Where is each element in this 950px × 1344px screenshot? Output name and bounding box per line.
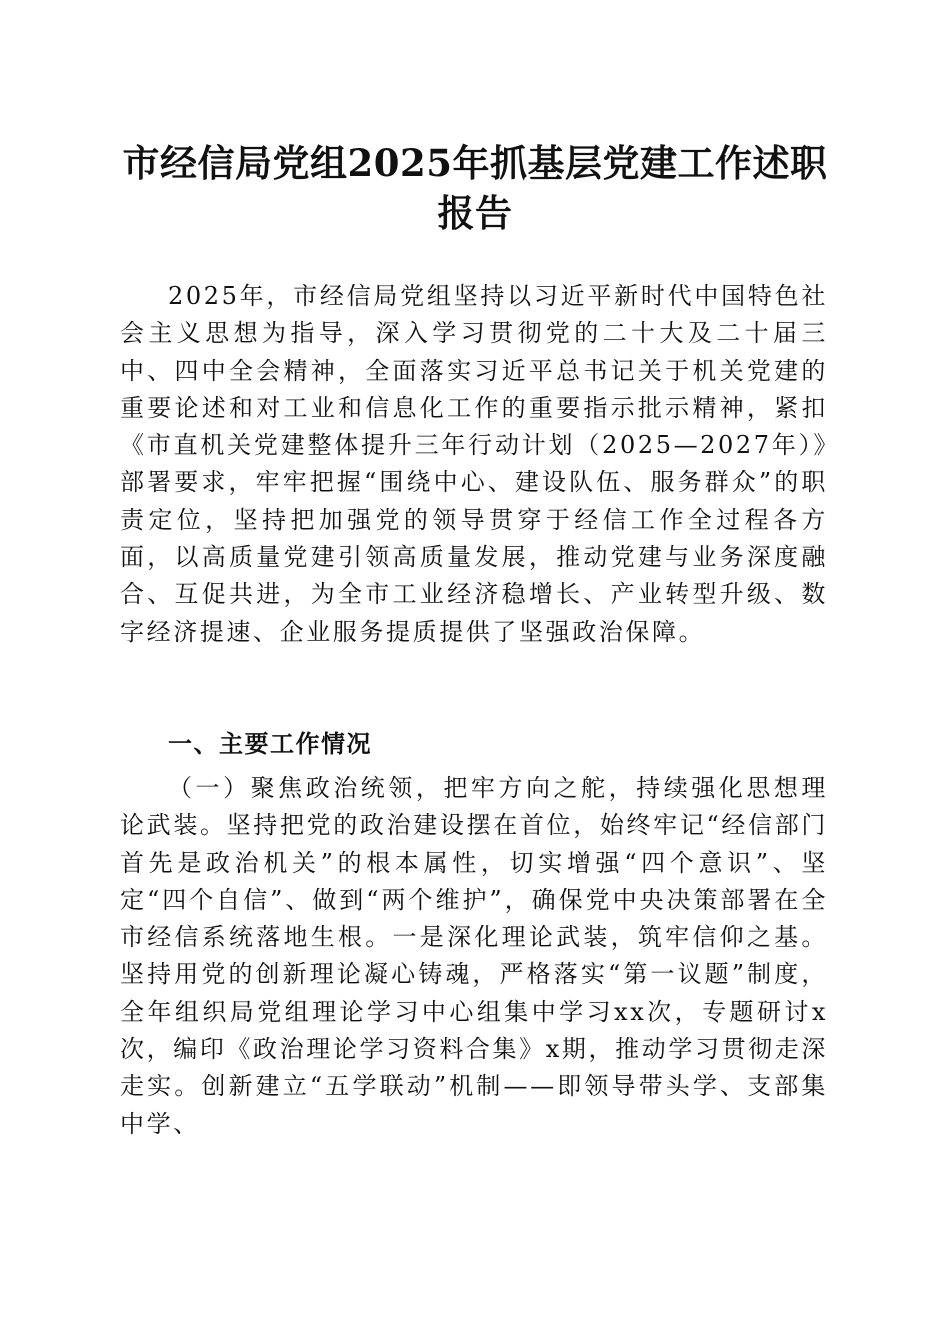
- section-heading-main-work: 一、主要工作情况: [168, 730, 372, 758]
- subsection-body-text: 坚持把党的政治建设摆在首位，始终牢记“经信部门首先是政治机关”的根本属性，切实增强“四个意识”、坚定“四个自信”、做到“两个维护”，确保党中央决策部署在全市经信系统落地生根。一是深化理论武装，筑牢信仰之基。坚持用党的创新理论凝心铸魂，严格落实“第一议题”制度，全年组织局党组理论学习中心组集中学习xx次，专题研讨x次，编印《政治理论学习资料合集》x期，推动学习贯彻走深走实。创新建立“五学联动”机制——即领导带头学、支部集中学、: [120, 811, 828, 1138]
- subsection-paragraph-political-leadership: [120, 770, 828, 1143]
- document-title: 市经信局党组2025年抓基层党建工作述职报告: [122, 141, 828, 235]
- intro-paragraph: 2025年，市经信局党组坚持以习近平新时代中国特色社会主义思想为指导，深入学习贯彻党的二十大及二十届三中、四中全会精神，全面落实习近平总书记关于机关党建的重要论述和对工业和信息化工作的重要指示批示精神，紧扣《市直机关党建整体提升三年行动计划（2025—2027年）》部署要求，牢牢把握“围绕中心、建设队伍、服务群众”的职责定位，坚持把加强党的领导贯穿于经信工作全过程各方面，以高质量党建引领高质量发展，推动党建与业务深度融合、互促共进，为全市工业经济稳增长、产业转型升级、数字经济提速、企业服务提质提供了坚强政治保障。: [120, 282, 828, 646]
- subsection-heading: （一）聚焦政治统领，把牢方向之舵，持续强化思想理论武装。: [120, 774, 828, 840]
